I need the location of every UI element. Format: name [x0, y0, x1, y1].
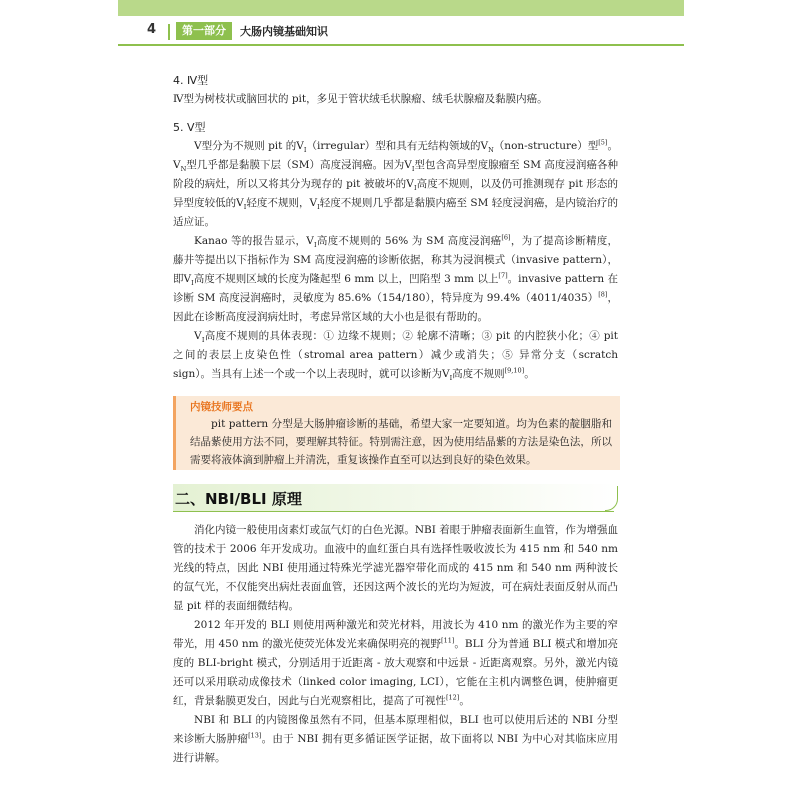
header-divider [168, 24, 170, 40]
subheading-type-v: 5. Ⅴ型 [173, 121, 206, 134]
citation-ref: [13] [248, 731, 262, 740]
header-rule [118, 44, 684, 46]
paragraph-nbi-3: NBI 和 BLI 的内镜图像虽然有不同，但基本原理相似，BLI 也可以使用后述的 NBI 分型来诊断大肠肿瘤[13]。由于 NBI 拥有更多循证医学证据，故下面将以 NBI 为中心对其临床应用进行讲解。 [173, 714, 618, 764]
section-heading-nbi-bli [173, 484, 618, 512]
paragraph-type-v-1: Ⅴ型分为不规则 pit 的$Ⅴ_I(irregular)$型和具有无结构领域的$Ⅴ_N(non-structure)$型[5]。$Ⅴ_N$型几乎都是黏膜下层（SM）高度浸润癌。因为$Ⅴ_I$型包含高异型度腺瘤至 SM 高度浸润癌各种阶段的病灶，所以又将其分为现存的 pit 被破坏的$Ⅴ_I$高度不规则，以及仍可推测现存 pit 形态的异型度较低的$Ⅴ_I$轻度不规则，$Ⅴ_I$轻度不规则几乎都是黏膜内癌至 SM 轻度浸润癌，是内镜治疗的适应证。 [173, 138, 618, 228]
citation-ref: [6] [501, 233, 511, 242]
section-title: 二、NBI/BLI 原理 [175, 490, 302, 508]
paragraph-nbi-2: 2012 年开发的 BLI 则使用两种激光和荧光材料，用波长为 410 nm 的激光作为主要的窄带光，用 450 nm 的激光使荧光体发光来确保明亮的视野[11]。BLI 分为普通 BLI 模式和增加亮度的 BLI-bright 模式，分别适用于近距离 - 放大观察和中远景 - 近距离观察。另外，激光内镜还可以采用联动成像技术（linked color imaging, LCI），它能在主机内调整色调，使肿瘤更红，背景黏膜更发白，因此与白光观察相比，提高了可视性[12]。 [173, 619, 618, 707]
tip-box-title: 内镜技师要点 [190, 401, 253, 413]
top-color-band [118, 0, 684, 16]
main-text-upper [173, 72, 618, 384]
tip-box-body: pit pattern 分型是大肠肿瘤诊断的基础，希望大家一定要知道。均为色素的靛胭脂和结晶紫使用方法不同，要理解其特征。特别需注意，因为使用结晶紫的方法是染色法，所以需要将液体滴到肿瘤上并清洗，重复该操作直至可以达到良好的染色效果。 [190, 418, 612, 466]
citation-ref: [12] [446, 693, 460, 702]
paragraph-type-v-3: $Ⅴ_I$高度不规则的具体表现：① 边缘不规则；② 轮廓不清晰；③ pit 的内腔狭小化；④ pit 之间的表层上皮染色性（stromal area pattern）减少或消失；⑤ 异常分支（scratch sign）。当具有上述一个或一个以上表现时，就可以诊断为$Ⅴ_I$高度不规则[9,10]。 [173, 330, 618, 383]
main-text-lower [173, 521, 618, 768]
page-number: 4 [147, 22, 157, 37]
paragraph-type-iv: Ⅳ型为树枝状或脑回状的 pit，多见于管状绒毛状腺瘤、绒毛状腺瘤及黏膜内癌。 [173, 93, 548, 105]
part-title: 大肠内镜基础知识 [240, 25, 328, 38]
paragraph-type-v-2: Kanao 等的报告显示，$Ⅴ_I$高度不规则的 56% 为 SM 高度浸润癌[6]，为了提高诊断精度，藤井等提出以下指标作为 SM 高度浸润癌的诊断依据，称其为浸润模式（invasive pattern），即$Ⅴ_I$高度不规则区域的长度为隆起型 6 mm 以上，凹陷型 3 mm 以上[7]。invasive pattern 在诊断 SM 高度浸润癌时，灵敏度为 85.6%（154/180），特异度为 99.4%（4011/4035）[8]，因此在诊断高度浸润病灶时，考虑异常区域的大小也是很有帮助的。 [173, 233, 619, 323]
part-label: 第一部分 [176, 22, 232, 40]
subheading-type-iv: 4. Ⅳ型 [173, 74, 209, 87]
citation-ref: [11] [441, 636, 455, 645]
citation-ref: [7] [498, 271, 508, 280]
citation-ref: [9,10] [504, 366, 525, 375]
running-header [118, 16, 684, 46]
citation-ref: [8] [598, 290, 608, 299]
citation-ref: [5] [598, 138, 608, 147]
paragraph-nbi-1: 消化内镜一般使用卤素灯或氙气灯的白色光源。NBI 着眼于肿瘤表面新生血管，作为增强血管的技术于 2006 年开发成功。血液中的血红蛋白具有选择性吸收波长为 415 nm 和 540 nm 光线的特点，因此 NBI 使用通过特殊光学滤光器窄带化而成的 415 nm 和 540 nm 两种波长的氙气光，不仅能突出病灶表面血管，还因这两个波长的光均为短波，可在病灶表面反射从而凸显 pit 样的表面细微结构。 [173, 524, 618, 612]
endoscopist-tip-box [173, 396, 620, 470]
